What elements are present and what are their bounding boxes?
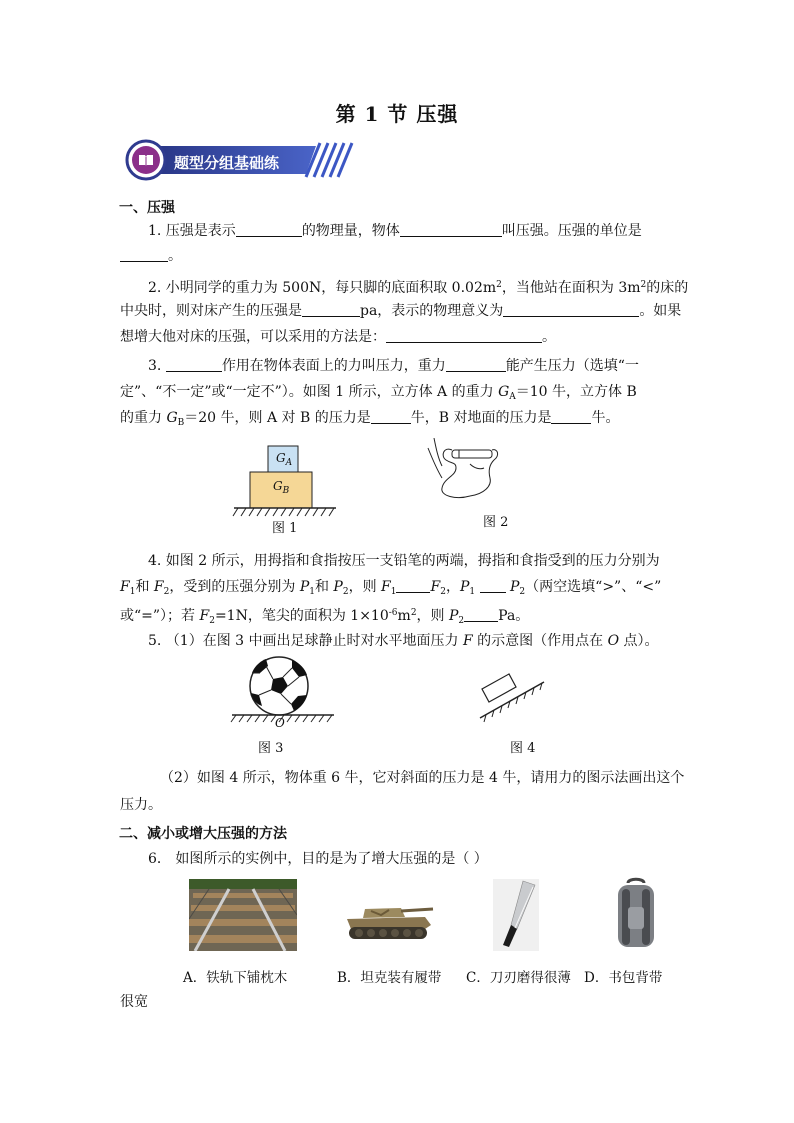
option-b-tank-photo [341,895,435,945]
figure-2-hand-pencil [426,438,506,500]
answer-blank[interactable] [480,578,506,593]
question-1-line-1: 1. 压强是表示 的物理量，物体 叫压强。压强的单位是 [148,223,642,239]
answer-blank[interactable] [551,409,591,424]
option-a-railway-photo [189,879,297,951]
question-5-part-2-line-1: （2）如图 4 所示，物体重 6 牛，它对斜面的压力是 4 牛，请用力的图示法画出这个 [160,770,685,786]
question-2-line-3: 想增大他对床的压强，可以采用的方法是： 。 [120,329,556,345]
option-a-label[interactable]: A．铁轨下铺枕木 [183,970,288,986]
figure-2-caption: 图 2 [483,515,509,530]
answer-blank[interactable] [302,302,360,317]
figure-3-caption: 图 3 [258,741,284,756]
answer-blank[interactable] [120,247,168,262]
question-3-line-1: 3. 作用在物体表面上的力叫压力，重力 能产生压力（选填“一 [148,358,639,374]
option-d-backpack-photo [612,877,660,951]
answer-blank[interactable] [236,222,302,237]
answer-blank[interactable] [446,357,506,372]
answer-blank[interactable] [386,328,542,343]
option-b-label[interactable]: B．坦克装有履带 [337,970,442,986]
option-d-label-wrap: 很宽 [120,994,148,1010]
option-d-label[interactable]: D．书包背带 [584,970,663,986]
answer-blank[interactable] [464,607,498,622]
question-4-line-2: $F_1$和 $F_2$，受到的压强分别为 $P_1$和 $P_2$，则 $F_1$ $F_2$，$P_1$ $P_2$（两空选填“>”、“<” [120,579,662,597]
banner-label: 题型分组基础练 [174,154,280,172]
option-c-label[interactable]: C．刀刃磨得很薄 [466,970,571,986]
figure-4-caption: 图 4 [510,741,536,756]
answer-blank[interactable] [166,357,222,372]
question-3-line-2: 定”、“不一定”或“一定不”）。如图 1 所示，立方体 A 的重力 $G_A=10$ 牛，立方体 B [120,384,637,402]
question-4-line-1: 4. 如图 2 所示，用拇指和食指按压一支铅笔的两端，拇指和食指受到的压力分别为 [148,553,660,569]
option-c-knife-photo [493,879,539,951]
question-6-stem: 6． 如图所示的实例中，目的是为了增大压强的是（ ） [148,851,488,867]
question-5-line-1: 5. （1）在图 3 中画出足球静止时对水平地面压力 F 的示意图（作用点在 O 点）。 [148,633,659,649]
book-icon [137,151,155,169]
question-5-part-2-line-2: 压力。 [120,797,162,813]
section-heading-methods: 二、减小或增大压强的方法 [119,826,287,842]
figure-1-caption: 图 1 [272,521,298,536]
point-o-label: O [275,716,285,730]
answer-blank[interactable] [371,409,411,424]
question-2-line-1: 2. 小明同学的重力为 500N，每只脚的底面积取 $0.02m^2$，当他站在面积为 $3m^2$的床的 [148,280,689,296]
answer-blank[interactable] [503,302,639,317]
question-2-line-2: 中央时，则对床产生的压强是 pa，表示的物理意义为 。如果 [120,303,682,319]
section-heading-pressure: 一、压强 [119,200,175,216]
cube-a-label: $G_A$ [276,451,293,468]
question-4-line-3: 或“=”）；若 $F_2=1N$，笔尖的面积为 $1\times 10^{-6}m^2$，则 $P_2$ Pa。 [120,608,530,626]
figure-4-incline-block [476,660,548,724]
question-3-line-3: 的重力 $G_B=20$ 牛，则 A 对 B 的压力是 牛，B 对地面的压力是 牛。 [120,410,620,428]
answer-blank[interactable] [396,578,430,593]
question-1-line-2: 。 [120,247,182,265]
cube-b-label: $G_B$ [273,479,290,496]
answer-blank[interactable] [400,222,502,237]
page-title: 第 1 节 压强 [335,102,459,126]
